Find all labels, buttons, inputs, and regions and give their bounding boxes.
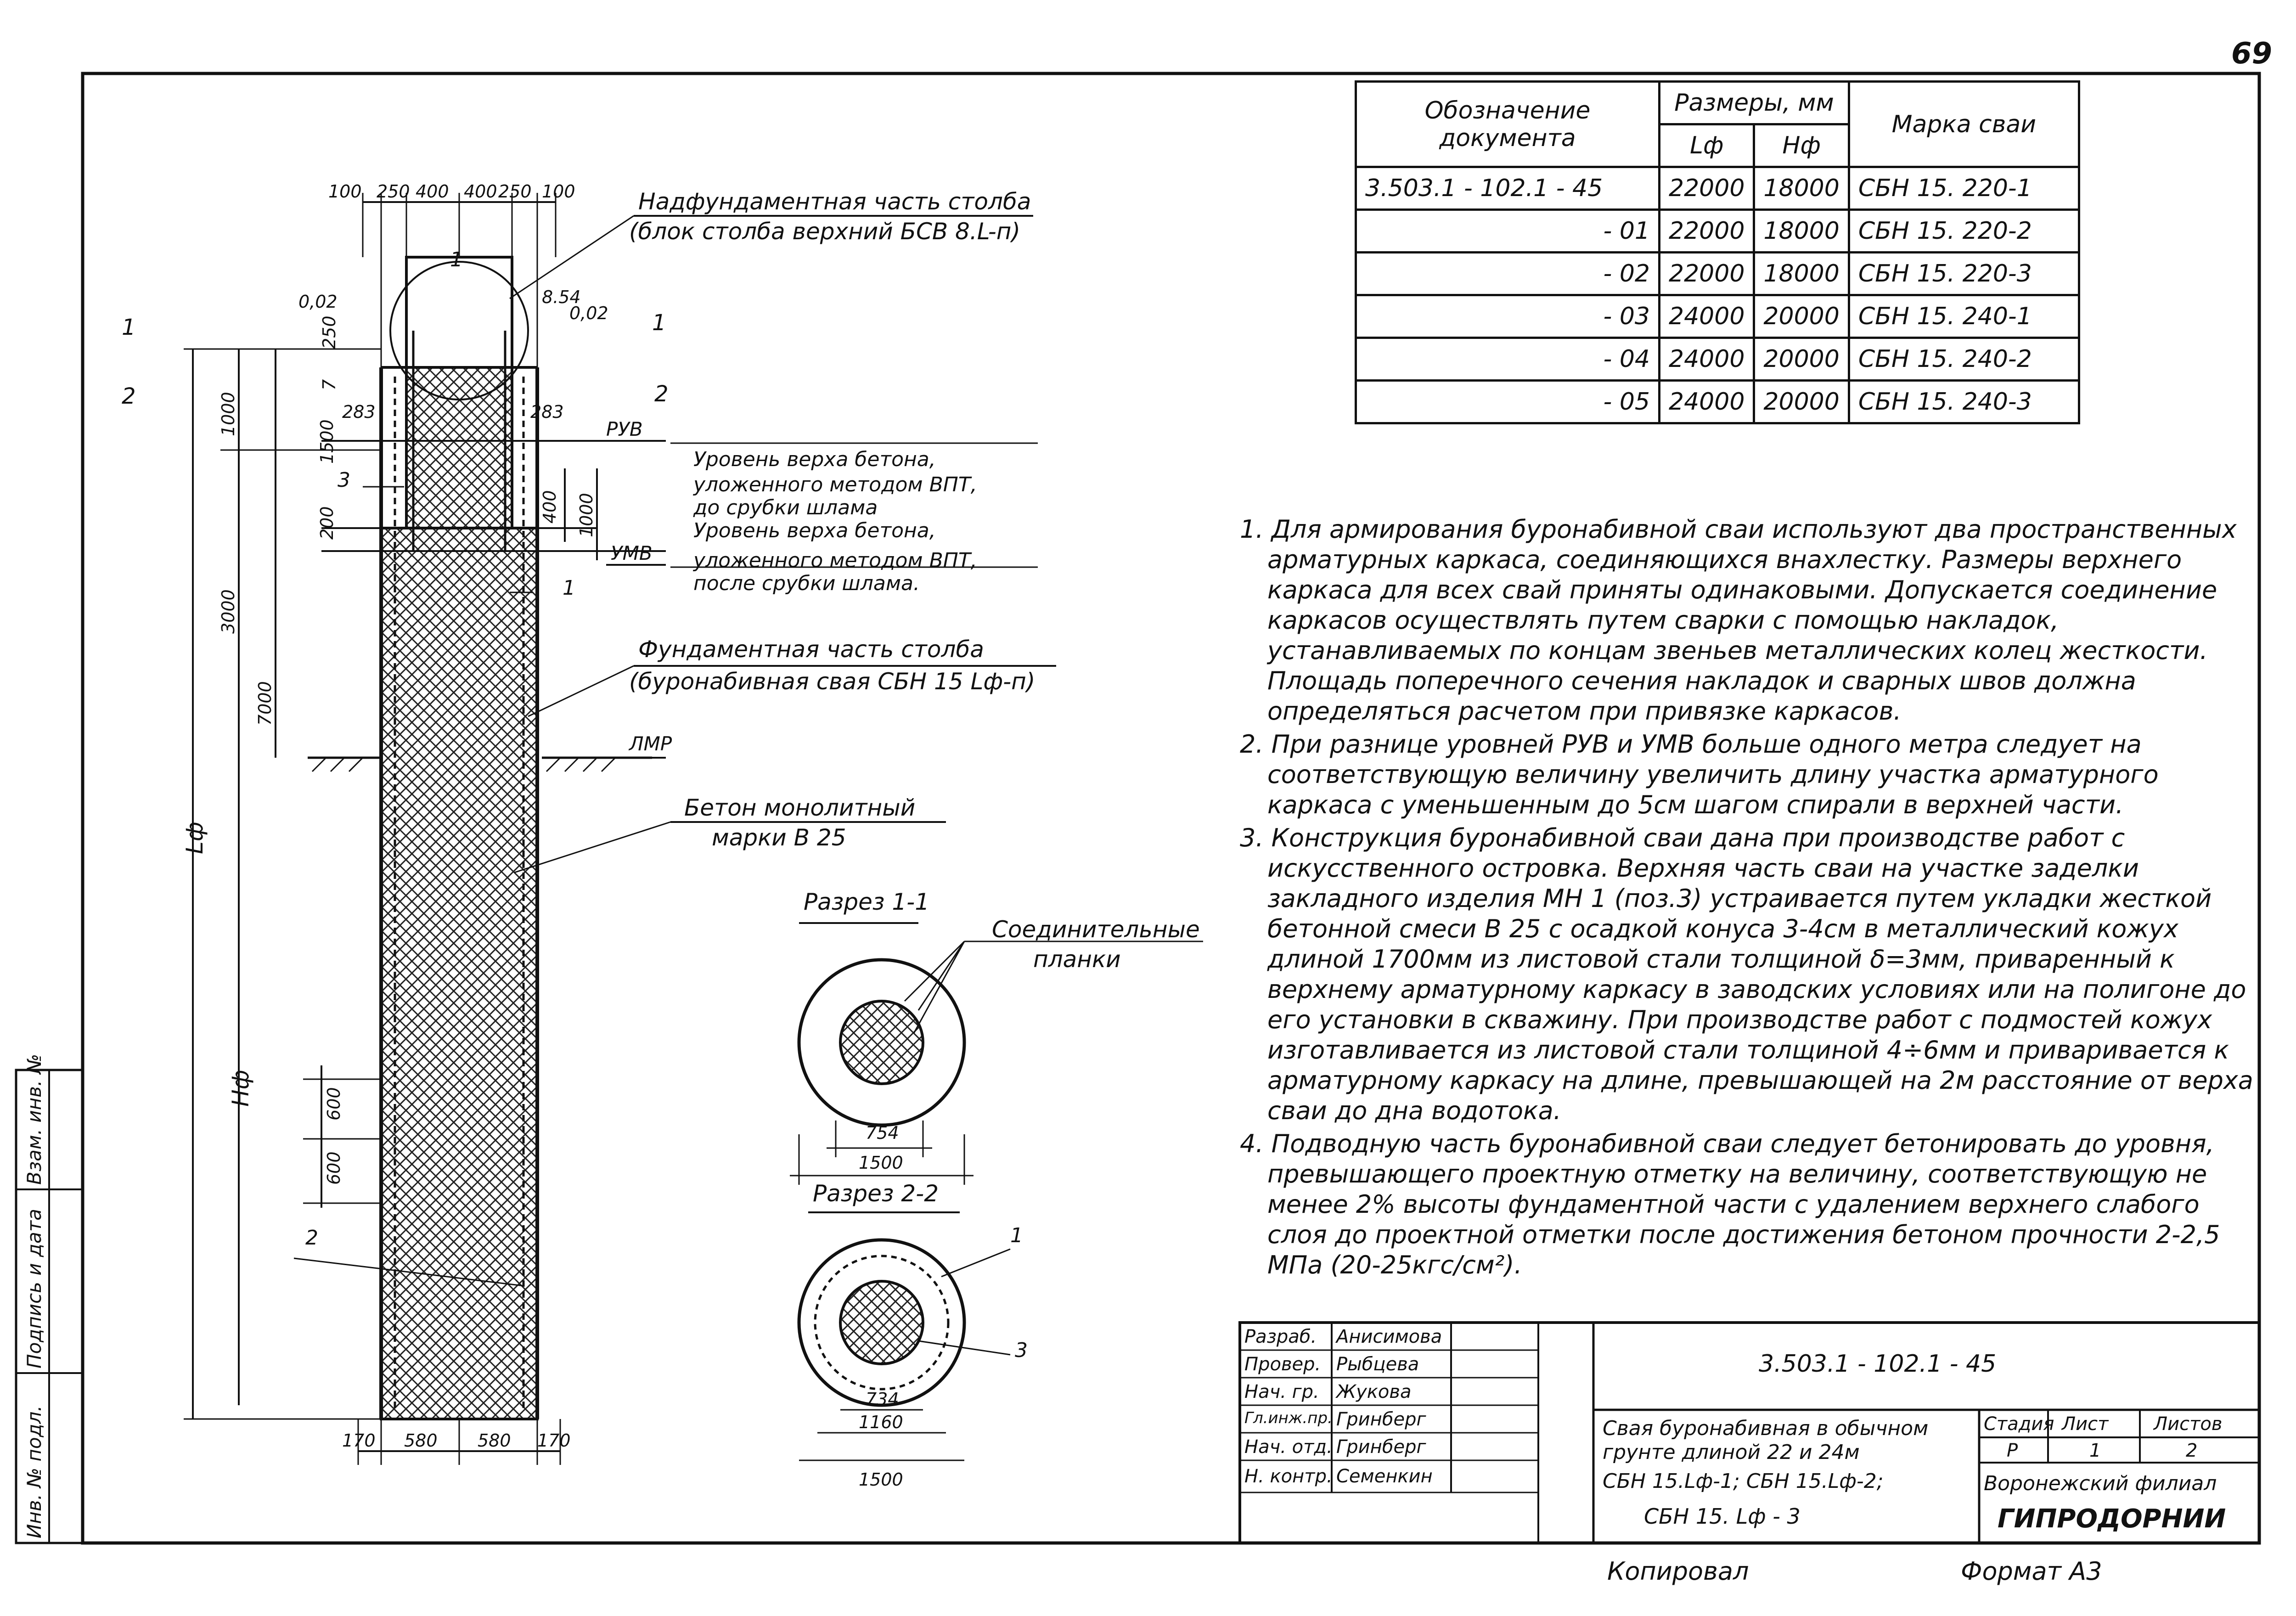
cell-doc: - 03	[1356, 295, 1660, 338]
dim-283a: 283	[342, 402, 376, 422]
name-0: Анисимова	[1336, 1326, 1442, 1347]
label-lmr: ЛМР	[629, 732, 672, 755]
side-inv-podl: Инв. № подл.	[23, 1405, 45, 1538]
cell-mark: СБН 15. 240-1	[1849, 295, 2079, 338]
cell-mark: СБН 15. 240-2	[1849, 338, 2079, 381]
dim-600b: 600	[324, 1151, 344, 1185]
dim-top-4: 250	[498, 181, 532, 202]
role-2: Нач. гр.	[1244, 1381, 1319, 1402]
table-row	[1356, 338, 2079, 381]
pos-1b: 1	[450, 248, 463, 271]
label-umv: УМВ	[611, 542, 653, 564]
dim-600a: 600	[324, 1087, 344, 1121]
cut-1-right: 1	[652, 310, 666, 336]
label-level2b: уложенного методом ВПТ,	[693, 549, 977, 572]
role-3: Гл.инж.пр.	[1244, 1409, 1333, 1427]
table-row	[1356, 381, 2079, 423]
org-line-1: Воронежский филиал	[1984, 1472, 2217, 1495]
dim-top-3: 400	[464, 181, 497, 202]
label-concrete: Бетон монолитный	[684, 794, 916, 821]
dim-bottom-1: 580	[404, 1430, 438, 1451]
title-line-1: Свая буронабивная в обычном грунте длиной 22 и 24м	[1603, 1417, 1929, 1464]
cell-l: 22000	[1660, 210, 1754, 253]
note-2: 2. При разнице уровней РУВ и УМВ больше одного метра следует на соответствующую величину увеличить длину участка арматурного каркаса с уменьшенным до 5см шагом спирали в верхней части.	[1240, 730, 2159, 819]
dim-top-1: 250	[377, 181, 410, 202]
header-doc: Обозначение документа	[1356, 82, 1660, 167]
cell-l: 24000	[1660, 381, 1754, 423]
label-ruv: РУВ	[606, 418, 643, 440]
note-3: 3. Конструкция буронабивной сваи дана при производстве работ с искусственного островка. Верхняя часть сваи на участке заделки закладного изделия МН 1 (поз.3) устраивается путем укладки жесткой бетонной смеси В 25 с осадкой конуса 3-4см в металлический кожух длиной 1700мм из листовой стали толщиной δ=3мм, приваренный к верхнему арматурному каркасу в заводских условиях или на полигоне до его установки в скважину. При производстве работ с подмостей кожух изготавливается из листовой стали толщиной 4÷6мм и приваривается к арматурному каркасу на длине, превышающей на 2м расстояние от верха сваи до дна водотока.	[1240, 823, 2253, 1125]
name-1: Рыбцева	[1336, 1354, 1419, 1375]
label-top-part: Надфундаментная часть столба	[638, 188, 1031, 215]
cell-l: 22000	[1660, 253, 1754, 295]
section2-mid-dim: 1160	[859, 1412, 903, 1432]
dim-hf: Hф	[227, 1070, 254, 1107]
label-connect-sub: планки	[1033, 946, 1121, 973]
dim-bottom-2: 580	[478, 1430, 511, 1451]
label-foundation-sub: (буронабивная свая СБН 15 Lф-п)	[629, 668, 1035, 695]
dim-7: 7	[319, 379, 339, 390]
side-podpis: Подпись и дата	[23, 1209, 45, 1368]
label-level1b: уложенного методом ВПТ,	[693, 473, 977, 496]
dim-854: 8.54	[542, 287, 581, 307]
cell-h: 20000	[1754, 295, 1849, 338]
cell-doc: - 01	[1356, 210, 1660, 253]
notes-block	[1240, 514, 2255, 1283]
section2-outer-dim: 1500	[859, 1470, 903, 1490]
sheets-value: 2	[2186, 1440, 2198, 1461]
table-row	[1356, 295, 2079, 338]
cell-h: 18000	[1754, 210, 1849, 253]
dim-250: 250	[319, 315, 339, 349]
role-1: Провер.	[1244, 1354, 1321, 1375]
org-line-2: ГИПРОДОРНИИ	[1998, 1504, 2226, 1534]
section2-inner-dim: 734	[866, 1389, 899, 1409]
note-1: 1. Для армирования буронабивной сваи используют два пространственных арматурных каркаса, соединяющихся внахлестку. Размеры верхнего каркаса для всех свай приняты одинаковыми. Допускается соединение каркасов осуществлять путем сварки с помощью накладок, устанавливаемых по концам звеньев металлических колец жесткости. Площадь поперечного сечения накладок и сварных швов должна определяться расчетом при привязке каркасов.	[1240, 515, 2237, 726]
table-row	[1356, 210, 2079, 253]
section-1-1-shape	[790, 941, 1203, 1185]
name-4: Гринберг	[1336, 1436, 1426, 1458]
table-row	[1356, 253, 2079, 295]
cell-doc: - 02	[1356, 253, 1660, 295]
header-sizes: Размеры, мм	[1660, 82, 1849, 124]
sheet-value: 1	[2089, 1440, 2101, 1461]
dim-1000: 1000	[218, 392, 238, 436]
cut-2-left: 2	[122, 383, 136, 409]
label-connect: Соединительные	[992, 916, 1200, 943]
cut-2-right: 2	[654, 381, 669, 407]
header-l: Lф	[1660, 124, 1754, 167]
section1-outer-dim: 1500	[859, 1153, 903, 1173]
cell-h: 18000	[1754, 253, 1849, 295]
label-foundation: Фундаментная часть столба	[638, 636, 984, 663]
cell-h: 20000	[1754, 338, 1849, 381]
dim-002a: 0,02	[298, 292, 338, 312]
section2-pos-3: 3	[1015, 1339, 1028, 1362]
sheets-header: Листов	[2154, 1413, 2223, 1435]
doc-code: 3.503.1 - 102.1 - 45	[1759, 1350, 1997, 1378]
label-top-part-sub: (блок столба верхний БСВ 8.L-п)	[629, 218, 1020, 245]
pos-3: 3	[338, 468, 350, 492]
cell-doc: - 05	[1356, 381, 1660, 423]
role-0: Разраб.	[1244, 1326, 1317, 1347]
dim-283b: 283	[530, 402, 564, 422]
name-3: Гринберг	[1336, 1409, 1426, 1430]
section-2-2-title: Разрез 2-2	[813, 1180, 939, 1207]
side-vzam: Взам. инв. №	[23, 1053, 45, 1185]
dim-002b: 0,02	[569, 303, 608, 323]
dim-1000b: 1000	[576, 493, 597, 537]
header-mark: Марка сваи	[1849, 82, 2079, 167]
cell-l: 22000	[1660, 167, 1754, 210]
role-4: Нач. отд.	[1244, 1436, 1333, 1458]
section2-pos-1: 1	[1010, 1224, 1023, 1247]
cell-doc: - 04	[1356, 338, 1660, 381]
spec-table	[1355, 80, 2080, 424]
dim-top-5: 100	[542, 181, 575, 202]
dim-1500: 1500	[317, 419, 337, 464]
label-level1a: Уровень верха бетона,	[693, 448, 936, 471]
cell-mark: СБН 15. 220-1	[1849, 167, 2079, 210]
label-level2a: Уровень верха бетона,	[693, 519, 936, 542]
dim-bottom-3: 170	[537, 1430, 571, 1451]
cell-l: 24000	[1660, 338, 1754, 381]
name-5: Семенкин	[1336, 1466, 1433, 1487]
stage-header: Стадия	[1984, 1413, 2054, 1435]
header-h: Hф	[1754, 124, 1849, 167]
cell-mark: СБН 15. 220-3	[1849, 253, 2079, 295]
cell-doc: 3.503.1 - 102.1 - 45	[1356, 167, 1660, 210]
note-4: 4. Подводную часть буронабивной сваи следует бетонировать до уровня, превышающего проектную отметку на величину, соответствующую не менее 2% высоты фундаментной части с удалением верхнего слабого слоя до проектной отметки после достижения бетоном прочности 2-2,5 МПа (20-25кгс/см²).	[1240, 1129, 2220, 1279]
page-number: 69	[2231, 37, 2272, 71]
pos-1: 1	[563, 576, 575, 600]
dim-top-0: 100	[328, 181, 362, 202]
title-line-3: СБН 15. Lф - 3	[1644, 1504, 1801, 1529]
cell-l: 24000	[1660, 295, 1754, 338]
cell-h: 18000	[1754, 167, 1849, 210]
cell-mark: СБН 15. 220-2	[1849, 210, 2079, 253]
cut-1-left: 1	[122, 315, 136, 340]
cell-h: 20000	[1754, 381, 1849, 423]
section-2-2-shape	[799, 1240, 1010, 1460]
table-row	[1356, 167, 2079, 210]
dim-200: 200	[317, 506, 337, 540]
pos-2: 2	[305, 1226, 318, 1250]
stage-value: Р	[2007, 1440, 2018, 1461]
dim-top-2: 400	[416, 181, 449, 202]
title-block	[1240, 1323, 2255, 1543]
role-5: Н. контр.	[1244, 1466, 1333, 1487]
title-line-2: СБН 15.Lф-1; СБН 15.Lф-2;	[1603, 1470, 1884, 1493]
dim-lf: Lф	[181, 822, 208, 854]
label-level1c: до срубки шлама	[693, 496, 878, 519]
sheet-header: Лист	[2062, 1413, 2109, 1435]
section1-inner-dim: 754	[866, 1123, 899, 1143]
dim-bottom-0: 170	[342, 1430, 376, 1451]
dim-7000: 7000	[255, 681, 275, 726]
label-level2c: после срубки шлама.	[693, 572, 920, 595]
footer-format: Формат А3	[1961, 1557, 2102, 1586]
footer-copied: Копировал	[1607, 1557, 1749, 1586]
dim-400: 400	[540, 490, 560, 524]
cell-mark: СБН 15. 240-3	[1849, 381, 2079, 423]
section-1-1-title: Разрез 1-1	[804, 889, 930, 915]
label-concrete-sub: марки В 25	[712, 824, 846, 851]
dim-3000: 3000	[218, 589, 238, 634]
name-2: Жукова	[1336, 1381, 1412, 1402]
